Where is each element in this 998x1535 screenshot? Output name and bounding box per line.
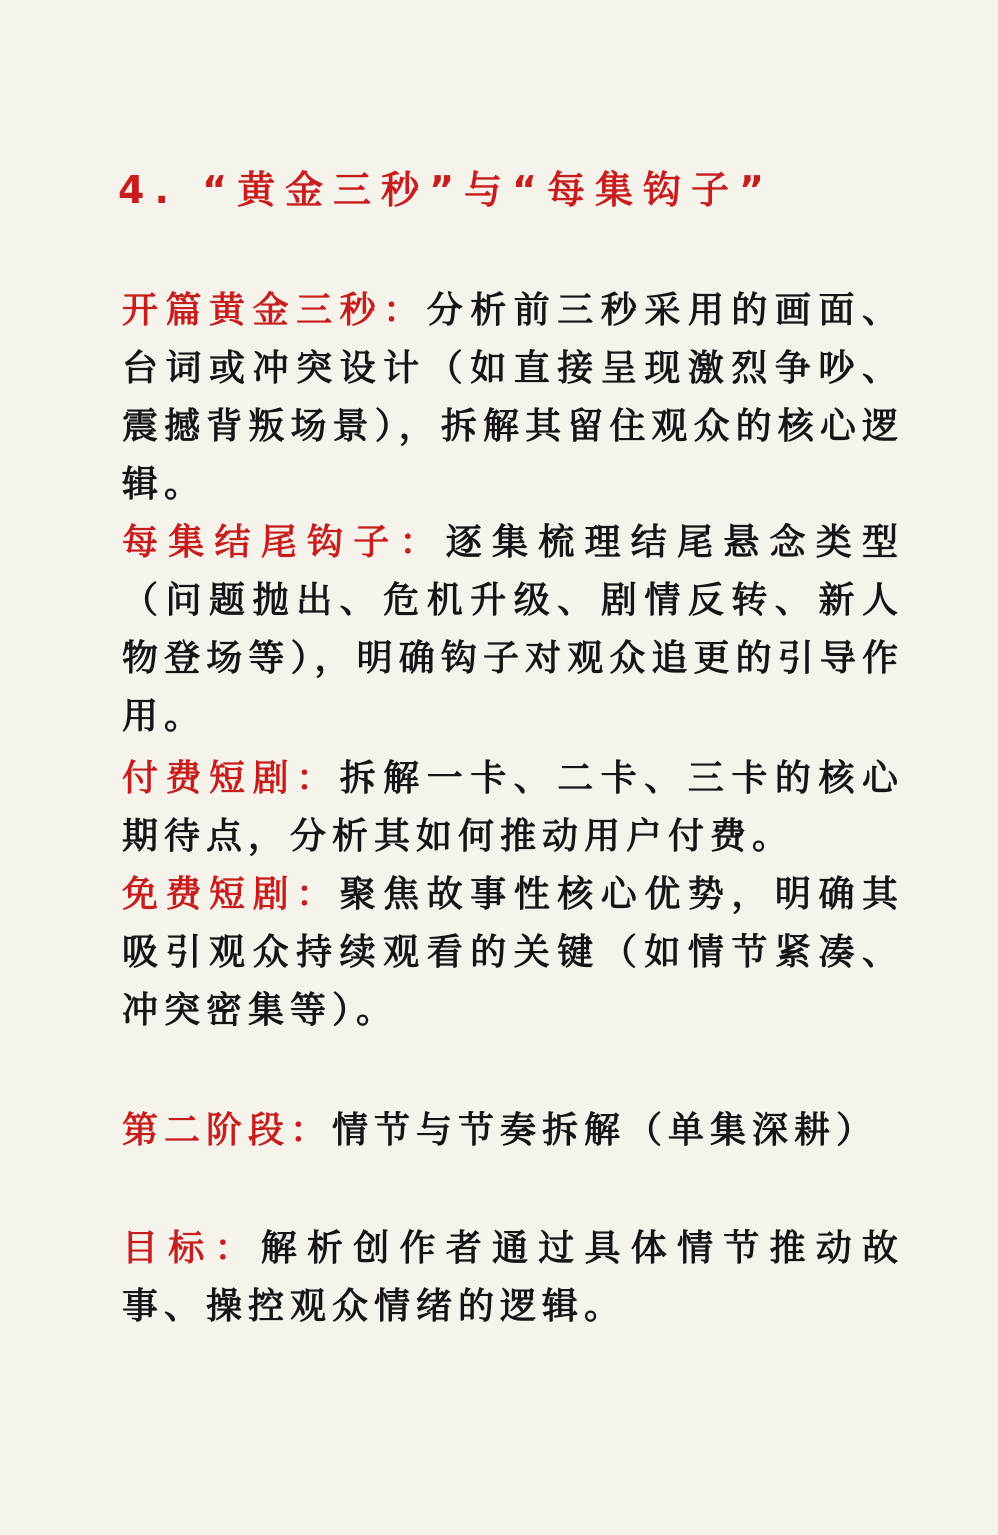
- paragraph-text: 聚焦故事性核心优势，明确其吸引观众持续观看的关键（如情节紧凑、冲突密集等）。: [122, 874, 904, 1031]
- paragraph-text: 情节与节奏拆解（单集深耕）: [332, 1110, 879, 1151]
- paragraph-text: 逐集梳理结尾悬念类型（问题抛出、危机升级、剧情反转、新人物登场等），明确钩子对观众追更的引导作用。: [122, 522, 904, 737]
- paragraph-text: 解析创作者通过具体情节推动故事、操控观众情绪的逻辑。: [122, 1228, 904, 1327]
- paragraph-text: 分析前三秒采用的画面、台词或冲突设计（如直接呈现激烈争吵、震撼背叛场景），拆解其留住观众的核心逻辑。: [122, 290, 904, 505]
- paragraph-episode-ending-hook: [122, 514, 904, 746]
- paragraph-text: 拆解一卡、二卡、三卡的核心期待点，分析其如何推动用户付费。: [122, 758, 904, 857]
- paragraph-paid-drama: [122, 750, 904, 866]
- section-heading: 4. “黄金三秒”与“每集钩子”: [118, 168, 775, 212]
- paragraph-goal: [122, 1220, 904, 1336]
- paragraph-stage-two: [122, 1102, 904, 1160]
- paragraph-free-drama: [122, 866, 904, 1040]
- paragraph-label: 开篇黄金三秒：: [122, 290, 427, 331]
- paragraph-label: 免费短剧：: [122, 874, 340, 915]
- paragraph-label: 目标：: [122, 1228, 261, 1269]
- paragraph-opening-three-seconds: [122, 282, 904, 514]
- paragraph-label: 付费短剧：: [122, 758, 340, 799]
- paragraph-label: 第二阶段：: [122, 1110, 333, 1151]
- paragraph-label: 每集结尾钩子：: [122, 522, 446, 563]
